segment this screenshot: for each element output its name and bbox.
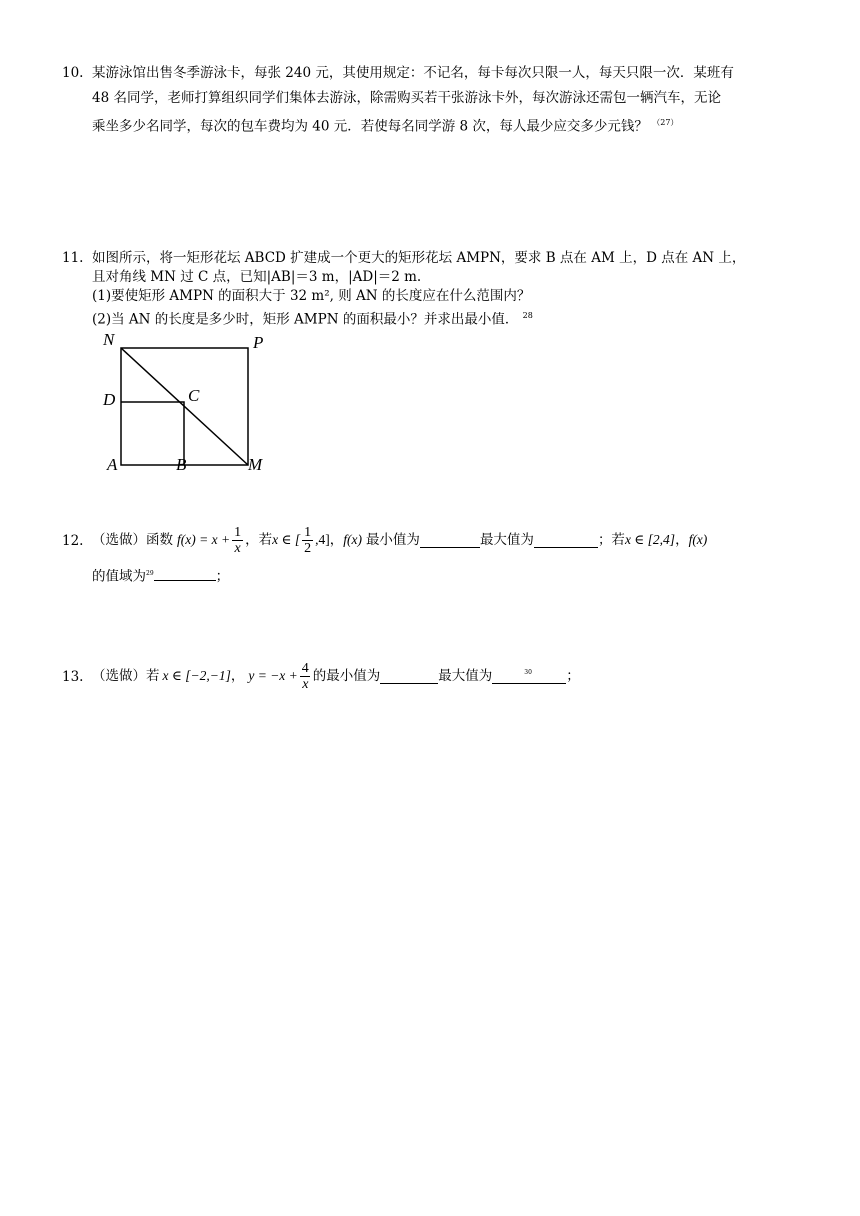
question-13-max-blank[interactable]	[492, 669, 566, 684]
fraction-numerator: 4	[301, 660, 309, 676]
question-11-number: 11.	[62, 250, 84, 266]
question-12-max-blank[interactable]	[534, 533, 598, 548]
half-denominator: 2	[304, 540, 312, 556]
question-12-semicolon: ；若	[597, 532, 625, 548]
question-12-line-1	[92, 518, 707, 562]
label-c: C	[188, 386, 200, 405]
question-13-min-blank[interactable]	[380, 669, 438, 684]
question-12-end: ；	[215, 568, 230, 585]
question-11-line-1: 如图所示，将一矩形花坛 ABCD 扩建成一个更大的矩形花坛 AMPN，要求 B 点在 AM 上，D 点在 AN 上，	[92, 250, 746, 266]
question-12-range-blank[interactable]	[154, 566, 216, 581]
question-12-line-2	[92, 564, 229, 587]
question-12-fx-2: f(x)	[343, 532, 362, 547]
question-11-line-2: 且对角线 MN 过 C 点，已知|AB|＝3 m，|AD|＝2 m.	[92, 269, 422, 285]
fraction-denominator: x	[234, 540, 241, 556]
question-10-line-1: 某游泳馆出售冬季游泳卡，每张 240 元，其使用规定：不记名，每卡每次只限一人，每天只限一次．某班有	[92, 65, 734, 81]
question-12-min-label: 最小值为	[365, 532, 420, 548]
question-12-prefix: （选做）函数	[92, 532, 173, 548]
question-11-part-2-text: (2)当 AN 的长度是多少时，矩形 AMPN 的面积最小？并求出最小值．	[92, 311, 519, 328]
question-12-fx: f(x) = x +	[177, 532, 231, 547]
question-11-part-2	[92, 306, 533, 330]
question-12-range-label: 的值域为	[92, 568, 146, 585]
question-12-mid: ，若	[245, 532, 273, 548]
half-numerator: 1	[304, 524, 312, 540]
label-d: D	[103, 390, 116, 409]
question-12-interval-end: ,4]	[315, 532, 330, 547]
question-12-x-in: x ∈ [	[272, 532, 301, 547]
question-12-x-in-2: x ∈ [2,4]	[624, 532, 676, 547]
question-10-number: 10.	[62, 65, 84, 81]
question-10-ref: （27）	[652, 118, 679, 127]
question-12-number: 12.	[62, 533, 84, 549]
question-13-number: 13.	[62, 669, 84, 685]
question-11-ref: 28	[522, 311, 533, 320]
question-13-fraction-4-over-x	[300, 661, 311, 692]
question-13-ref: 30	[524, 668, 532, 676]
question-12-ref: 29	[146, 570, 154, 577]
question-12-fx-3: f(x)	[688, 532, 708, 547]
question-12-min-blank[interactable]	[420, 533, 480, 548]
fraction-numerator: 1	[234, 524, 242, 540]
label-a: A	[107, 455, 118, 474]
question-12-comma: ，	[329, 532, 344, 548]
question-10-line-3	[92, 113, 678, 137]
label-p: P	[253, 333, 264, 352]
fraction-denominator: x	[302, 676, 309, 692]
question-13-max-label: 最大值为	[438, 668, 493, 684]
label-b: B	[176, 455, 187, 474]
label-m: M	[248, 455, 263, 474]
question-13-x-in: x ∈ [−2,−1]	[162, 668, 231, 683]
question-12-fraction-half	[302, 525, 313, 556]
question-12-comma-2: ，	[675, 532, 689, 548]
question-10-line-2: 48 名同学，老师打算组织同学们集体去游泳，除需购买若干张游泳卡外，每次游泳还需包一辆汽车，无论	[92, 90, 721, 106]
question-13-end: ；	[566, 668, 580, 684]
rectangle-abcd-edges	[121, 402, 184, 465]
label-n: N	[103, 330, 115, 349]
question-13-y-expr: y = −x +	[248, 668, 298, 683]
question-10-line-3-text: 乘坐多少名同学，每次的包车费均为 40 元．若使每名同学游 8 次，每人最少应交多少元钱？	[92, 118, 648, 135]
question-13-line-1	[92, 654, 580, 698]
question-11-part-1: (1)要使矩形 AMPN 的面积大于 32 m², 则 AN 的长度应在什么范围内？	[92, 288, 531, 304]
question-13-min-label: 的最小值为	[312, 668, 381, 684]
question-12-fraction-1-over-x	[232, 525, 243, 556]
question-13-comma: ，	[230, 668, 245, 684]
question-13-prefix: （选做）若	[92, 668, 160, 684]
question-12-max-label: 最大值为	[479, 532, 534, 548]
